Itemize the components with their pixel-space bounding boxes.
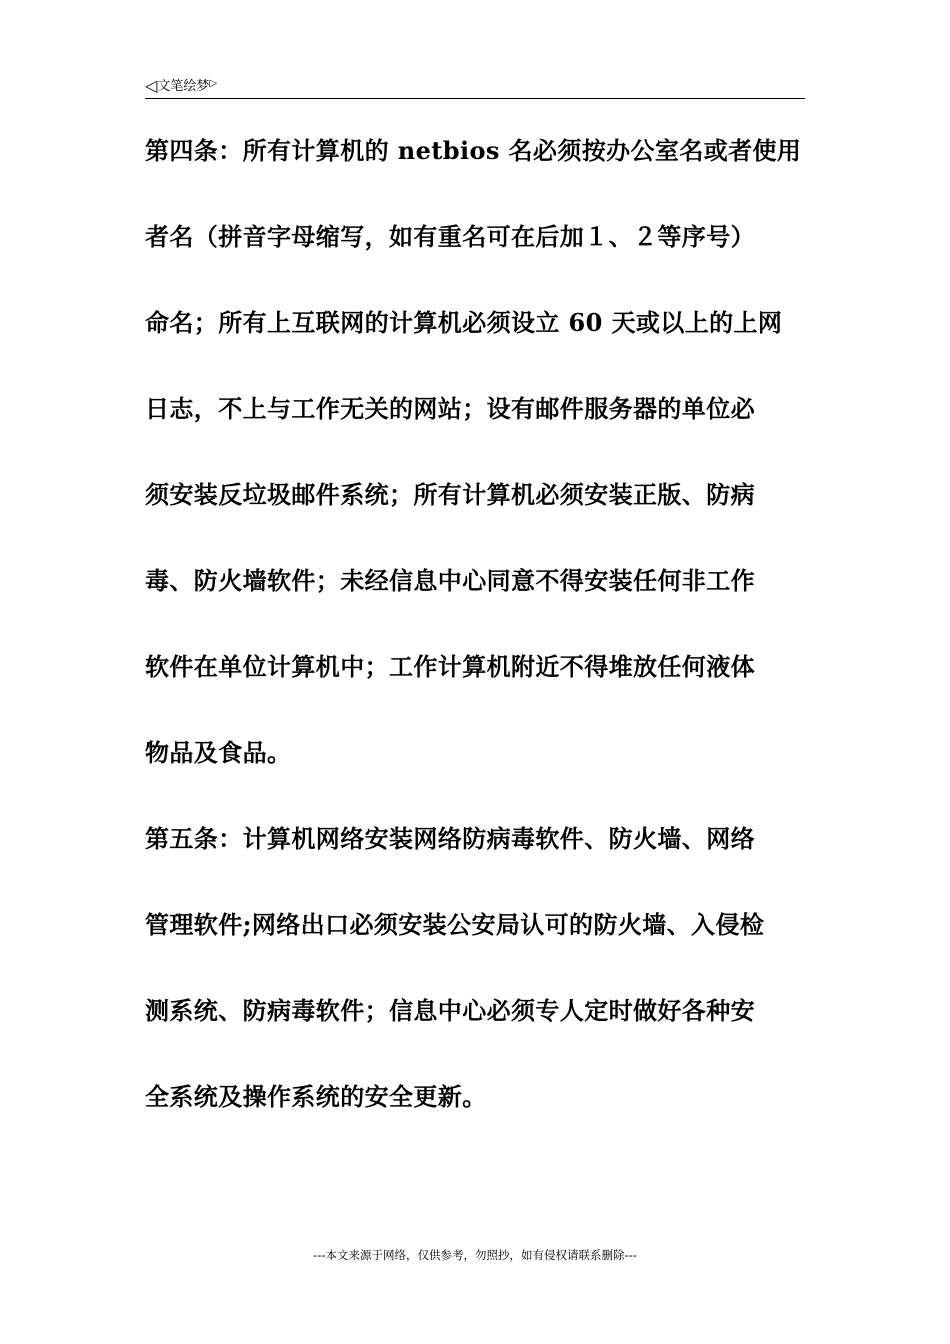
- page-footer: ---本文来源于网络，仅供参考，勿照抄，如有侵权请联系删除---: [313, 1248, 637, 1262]
- text-line: 全系统及操作系统的安全更新。: [145, 1082, 487, 1111]
- text-line: 第五条：计算机网络安装网络防病毒软件、防火墙、网络: [145, 824, 755, 853]
- triangle-left-icon: ◁: [145, 76, 158, 95]
- text-line: 命名；所有上互联网的计算机必须设立 60 天或以上的上网: [145, 308, 783, 337]
- page-header: [145, 74, 805, 99]
- text-line: 日志，不上与工作无关的网站；设有邮件服务器的单位必: [145, 394, 755, 423]
- text-line: 第四条：所有计算机的 netbios 名必须按办公室名或者使用: [145, 136, 802, 165]
- text-line: 者名（拼音字母缩写，如有重名可在后加１、２等序号）: [145, 222, 755, 251]
- text-line: 测系统、防病毒软件；信息中心必须专人定时做好各种安: [145, 996, 755, 1025]
- triangle-right-icon: ▷: [209, 78, 218, 89]
- text-line: 须安装反垃圾邮件系统；所有计算机必须安装正版、防病: [145, 480, 755, 509]
- article-4-paragraph: [145, 126, 809, 814]
- text-line: 管理软件;网络出口必须安装公安局认可的防火墙、入侵检: [145, 910, 765, 939]
- text-line: 软件在单位计算机中；工作计算机附近不得堆放任何液体: [145, 652, 755, 681]
- text-line: 物品及食品。: [145, 738, 292, 767]
- text-line: 毒、防火墙软件；未经信息中心同意不得安装任何非工作: [145, 566, 755, 595]
- document-body: [145, 126, 809, 1158]
- article-5-paragraph: [145, 814, 809, 1158]
- header-title: 文笔绘梦: [157, 79, 210, 94]
